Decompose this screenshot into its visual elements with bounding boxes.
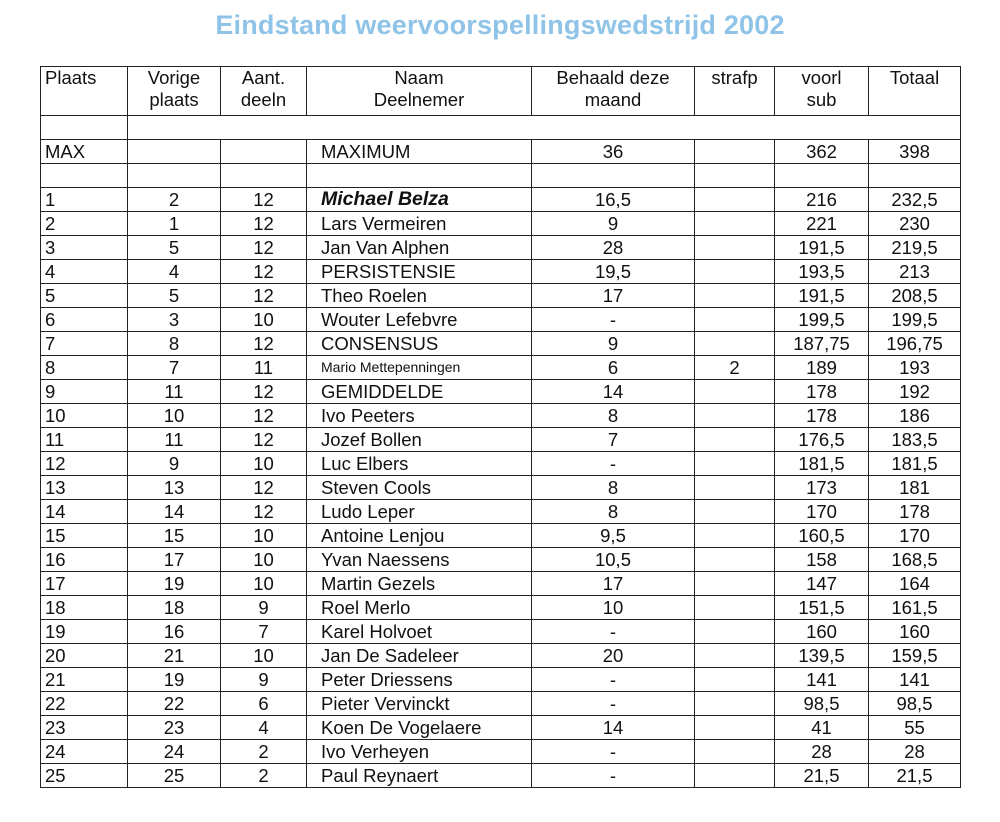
cell-naam: Ludo Leper xyxy=(307,500,532,524)
cell-aant-deeln: 10 xyxy=(221,308,307,332)
cell-behaald: 10,5 xyxy=(532,548,695,572)
cell-totaal: 178 xyxy=(869,500,961,524)
max-plaats: MAX xyxy=(41,140,128,164)
cell-strafp xyxy=(695,236,775,260)
cell-behaald: 16,5 xyxy=(532,188,695,212)
max-behaald: 36 xyxy=(532,140,695,164)
cell-strafp xyxy=(695,380,775,404)
cell-totaal: 161,5 xyxy=(869,596,961,620)
cell-behaald: 17 xyxy=(532,284,695,308)
cell-strafp xyxy=(695,500,775,524)
cell-totaal: 168,5 xyxy=(869,548,961,572)
cell-totaal: 213 xyxy=(869,260,961,284)
cell-strafp xyxy=(695,476,775,500)
cell-naam: Koen De Vogelaere xyxy=(307,716,532,740)
cell-behaald: 8 xyxy=(532,476,695,500)
cell-naam: Luc Elbers xyxy=(307,452,532,476)
cell-naam: Paul Reynaert xyxy=(307,764,532,788)
cell-plaats: 10 xyxy=(41,404,128,428)
cell-plaats: 2 xyxy=(41,212,128,236)
cell-vorige-plaats: 3 xyxy=(128,308,221,332)
cell-aant-deeln: 9 xyxy=(221,596,307,620)
cell-voorl: 160,5 xyxy=(775,524,869,548)
cell-aant-deeln: 12 xyxy=(221,476,307,500)
cell-aant-deeln: 12 xyxy=(221,188,307,212)
cell-totaal: 186 xyxy=(869,404,961,428)
cell-voorl: 178 xyxy=(775,404,869,428)
cell-vorige-plaats: 14 xyxy=(128,500,221,524)
cell-naam: Wouter Lefebvre xyxy=(307,308,532,332)
header-plaats: Plaats xyxy=(41,67,128,116)
cell-voorl: 98,5 xyxy=(775,692,869,716)
cell-vorige-plaats: 4 xyxy=(128,260,221,284)
table-row xyxy=(41,548,961,572)
cell-strafp xyxy=(695,524,775,548)
cell-aant-deeln: 10 xyxy=(221,572,307,596)
cell-behaald: 28 xyxy=(532,236,695,260)
cell-aant-deeln: 12 xyxy=(221,404,307,428)
cell-aant-deeln: 12 xyxy=(221,380,307,404)
cell-plaats: 21 xyxy=(41,668,128,692)
cell-plaats: 12 xyxy=(41,452,128,476)
header-naam-deelnemer: Naam Deelnemer xyxy=(307,67,532,116)
cell-vorige-plaats: 25 xyxy=(128,764,221,788)
table-row xyxy=(41,332,961,356)
cell-strafp xyxy=(695,692,775,716)
cell-plaats: 14 xyxy=(41,500,128,524)
cell-naam: Ivo Peeters xyxy=(307,404,532,428)
cell-plaats: 7 xyxy=(41,332,128,356)
cell-naam: Mario Mettepenningen xyxy=(307,356,532,380)
cell-totaal: 193 xyxy=(869,356,961,380)
cell-vorige-plaats: 13 xyxy=(128,476,221,500)
cell-behaald: - xyxy=(532,452,695,476)
table-row xyxy=(41,188,961,212)
cell-strafp xyxy=(695,284,775,308)
cell-voorl: 189 xyxy=(775,356,869,380)
cell-behaald: - xyxy=(532,668,695,692)
header-vorige-plaats: Vorige plaats xyxy=(128,67,221,116)
cell-voorl: 21,5 xyxy=(775,764,869,788)
cell-behaald: 9 xyxy=(532,212,695,236)
cell-naam: Lars Vermeiren xyxy=(307,212,532,236)
cell-vorige-plaats: 16 xyxy=(128,620,221,644)
cell-vorige-plaats: 23 xyxy=(128,716,221,740)
cell-voorl: 41 xyxy=(775,716,869,740)
cell-behaald: 8 xyxy=(532,404,695,428)
table-row xyxy=(41,620,961,644)
cell-strafp xyxy=(695,716,775,740)
cell-behaald: 9,5 xyxy=(532,524,695,548)
cell-strafp xyxy=(695,188,775,212)
cell-voorl: 147 xyxy=(775,572,869,596)
cell-vorige-plaats: 9 xyxy=(128,452,221,476)
cell-vorige-plaats: 24 xyxy=(128,740,221,764)
cell-naam: Antoine Lenjou xyxy=(307,524,532,548)
cell-naam: PERSISTENSIE xyxy=(307,260,532,284)
spacer-row xyxy=(41,116,961,140)
cell-vorige-plaats: 7 xyxy=(128,356,221,380)
cell-behaald: 8 xyxy=(532,500,695,524)
cell-voorl: 160 xyxy=(775,620,869,644)
cell-vorige-plaats: 10 xyxy=(128,404,221,428)
cell-vorige-plaats: 2 xyxy=(128,188,221,212)
cell-voorl: 178 xyxy=(775,380,869,404)
table-row xyxy=(41,764,961,788)
cell-totaal: 55 xyxy=(869,716,961,740)
cell-plaats: 23 xyxy=(41,716,128,740)
table-row xyxy=(41,692,961,716)
max-row xyxy=(41,140,961,164)
cell-vorige-plaats: 22 xyxy=(128,692,221,716)
cell-strafp xyxy=(695,572,775,596)
header-aant-deeln: Aant. deeln xyxy=(221,67,307,116)
cell-naam: CONSENSUS xyxy=(307,332,532,356)
table-row xyxy=(41,668,961,692)
cell-behaald: 17 xyxy=(532,572,695,596)
header-voorl-sub: voorl sub xyxy=(775,67,869,116)
cell-plaats: 8 xyxy=(41,356,128,380)
cell-naam: GEMIDDELDE xyxy=(307,380,532,404)
cell-plaats: 4 xyxy=(41,260,128,284)
cell-vorige-plaats: 5 xyxy=(128,284,221,308)
header-behaald: Behaald deze maand xyxy=(532,67,695,116)
table-row xyxy=(41,428,961,452)
cell-totaal: 232,5 xyxy=(869,188,961,212)
cell-voorl: 199,5 xyxy=(775,308,869,332)
cell-vorige-plaats: 21 xyxy=(128,644,221,668)
cell-totaal: 159,5 xyxy=(869,644,961,668)
table-row xyxy=(41,308,961,332)
cell-behaald: - xyxy=(532,308,695,332)
cell-aant-deeln: 4 xyxy=(221,716,307,740)
cell-totaal: 183,5 xyxy=(869,428,961,452)
cell-plaats: 6 xyxy=(41,308,128,332)
table-row xyxy=(41,452,961,476)
table-row xyxy=(41,572,961,596)
cell-naam: Karel Holvoet xyxy=(307,620,532,644)
table-row xyxy=(41,260,961,284)
cell-totaal: 170 xyxy=(869,524,961,548)
cell-voorl: 221 xyxy=(775,212,869,236)
cell-aant-deeln: 12 xyxy=(221,284,307,308)
table-row xyxy=(41,476,961,500)
cell-behaald: - xyxy=(532,620,695,644)
table-row xyxy=(41,404,961,428)
cell-vorige-plaats: 5 xyxy=(128,236,221,260)
cell-naam: Jan Van Alphen xyxy=(307,236,532,260)
cell-behaald: - xyxy=(532,692,695,716)
cell-voorl: 158 xyxy=(775,548,869,572)
table-row xyxy=(41,380,961,404)
cell-strafp xyxy=(695,764,775,788)
cell-voorl: 191,5 xyxy=(775,284,869,308)
max-totaal: 398 xyxy=(869,140,961,164)
cell-behaald: - xyxy=(532,740,695,764)
table-row xyxy=(41,716,961,740)
cell-aant-deeln: 10 xyxy=(221,548,307,572)
cell-behaald: 9 xyxy=(532,332,695,356)
cell-voorl: 170 xyxy=(775,500,869,524)
page-title: Eindstand weervoorspellingswedstrijd 2002 xyxy=(215,10,785,40)
results-table xyxy=(40,66,961,788)
cell-aant-deeln: 11 xyxy=(221,356,307,380)
table-row xyxy=(41,212,961,236)
table-row xyxy=(41,524,961,548)
cell-totaal: 28 xyxy=(869,740,961,764)
cell-behaald: 20 xyxy=(532,644,695,668)
cell-strafp xyxy=(695,452,775,476)
cell-aant-deeln: 12 xyxy=(221,260,307,284)
header-strafp: strafp xyxy=(695,67,775,116)
cell-vorige-plaats: 18 xyxy=(128,596,221,620)
cell-plaats: 5 xyxy=(41,284,128,308)
cell-aant-deeln: 12 xyxy=(221,332,307,356)
cell-strafp: 2 xyxy=(695,356,775,380)
cell-aant-deeln: 2 xyxy=(221,740,307,764)
cell-voorl: 187,75 xyxy=(775,332,869,356)
cell-aant-deeln: 12 xyxy=(221,500,307,524)
cell-plaats: 25 xyxy=(41,764,128,788)
cell-naam: Steven Cools xyxy=(307,476,532,500)
cell-voorl: 181,5 xyxy=(775,452,869,476)
cell-strafp xyxy=(695,260,775,284)
cell-voorl: 28 xyxy=(775,740,869,764)
cell-naam: Pieter Vervinckt xyxy=(307,692,532,716)
cell-totaal: 208,5 xyxy=(869,284,961,308)
cell-totaal: 199,5 xyxy=(869,308,961,332)
cell-vorige-plaats: 1 xyxy=(128,212,221,236)
cell-voorl: 216 xyxy=(775,188,869,212)
cell-aant-deeln: 12 xyxy=(221,236,307,260)
cell-plaats: 15 xyxy=(41,524,128,548)
cell-totaal: 164 xyxy=(869,572,961,596)
cell-totaal: 181 xyxy=(869,476,961,500)
cell-plaats: 20 xyxy=(41,644,128,668)
cell-voorl: 173 xyxy=(775,476,869,500)
cell-aant-deeln: 6 xyxy=(221,692,307,716)
cell-totaal: 21,5 xyxy=(869,764,961,788)
cell-strafp xyxy=(695,596,775,620)
max-naam: MAXIMUM xyxy=(307,140,532,164)
cell-naam: Jozef Bollen xyxy=(307,428,532,452)
table-row xyxy=(41,596,961,620)
cell-vorige-plaats: 19 xyxy=(128,572,221,596)
cell-aant-deeln: 10 xyxy=(221,524,307,548)
cell-aant-deeln: 10 xyxy=(221,452,307,476)
cell-vorige-plaats: 15 xyxy=(128,524,221,548)
cell-strafp xyxy=(695,404,775,428)
cell-plaats: 13 xyxy=(41,476,128,500)
cell-behaald: 7 xyxy=(532,428,695,452)
cell-totaal: 160 xyxy=(869,620,961,644)
cell-aant-deeln: 12 xyxy=(221,428,307,452)
table-row xyxy=(41,644,961,668)
cell-voorl: 151,5 xyxy=(775,596,869,620)
cell-plaats: 3 xyxy=(41,236,128,260)
table-row xyxy=(41,500,961,524)
cell-naam: Roel Merlo xyxy=(307,596,532,620)
cell-naam: Martin Gezels xyxy=(307,572,532,596)
table-row xyxy=(41,356,961,380)
cell-naam: Jan De Sadeleer xyxy=(307,644,532,668)
cell-plaats: 1 xyxy=(41,188,128,212)
table-row xyxy=(41,284,961,308)
header-totaal: Totaal xyxy=(869,67,961,116)
cell-naam: Ivo Verheyen xyxy=(307,740,532,764)
cell-strafp xyxy=(695,644,775,668)
cell-totaal: 98,5 xyxy=(869,692,961,716)
cell-voorl: 193,5 xyxy=(775,260,869,284)
cell-vorige-plaats: 8 xyxy=(128,332,221,356)
cell-naam: Yvan Naessens xyxy=(307,548,532,572)
cell-plaats: 17 xyxy=(41,572,128,596)
cell-voorl: 139,5 xyxy=(775,644,869,668)
cell-naam: Peter Driessens xyxy=(307,668,532,692)
cell-behaald: - xyxy=(532,764,695,788)
cell-vorige-plaats: 19 xyxy=(128,668,221,692)
cell-plaats: 24 xyxy=(41,740,128,764)
table-row xyxy=(41,740,961,764)
cell-naam: Michael Belza xyxy=(307,188,532,212)
cell-plaats: 22 xyxy=(41,692,128,716)
cell-naam: Theo Roelen xyxy=(307,284,532,308)
cell-totaal: 141 xyxy=(869,668,961,692)
cell-strafp xyxy=(695,740,775,764)
cell-vorige-plaats: 11 xyxy=(128,428,221,452)
spacer-row xyxy=(41,164,961,188)
cell-plaats: 18 xyxy=(41,596,128,620)
cell-totaal: 181,5 xyxy=(869,452,961,476)
cell-voorl: 176,5 xyxy=(775,428,869,452)
cell-vorige-plaats: 11 xyxy=(128,380,221,404)
cell-voorl: 191,5 xyxy=(775,236,869,260)
cell-plaats: 9 xyxy=(41,380,128,404)
cell-behaald: 14 xyxy=(532,380,695,404)
cell-totaal: 192 xyxy=(869,380,961,404)
cell-strafp xyxy=(695,428,775,452)
cell-aant-deeln: 9 xyxy=(221,668,307,692)
cell-totaal: 230 xyxy=(869,212,961,236)
cell-strafp xyxy=(695,620,775,644)
cell-vorige-plaats: 17 xyxy=(128,548,221,572)
cell-aant-deeln: 12 xyxy=(221,212,307,236)
cell-behaald: 6 xyxy=(532,356,695,380)
cell-voorl: 141 xyxy=(775,668,869,692)
cell-strafp xyxy=(695,668,775,692)
cell-totaal: 196,75 xyxy=(869,332,961,356)
cell-strafp xyxy=(695,308,775,332)
cell-aant-deeln: 2 xyxy=(221,764,307,788)
max-voorl: 362 xyxy=(775,140,869,164)
cell-totaal: 219,5 xyxy=(869,236,961,260)
cell-strafp xyxy=(695,548,775,572)
cell-strafp xyxy=(695,212,775,236)
cell-behaald: 10 xyxy=(532,596,695,620)
cell-behaald: 14 xyxy=(532,716,695,740)
cell-plaats: 11 xyxy=(41,428,128,452)
cell-plaats: 16 xyxy=(41,548,128,572)
cell-strafp xyxy=(695,332,775,356)
cell-plaats: 19 xyxy=(41,620,128,644)
cell-aant-deeln: 10 xyxy=(221,644,307,668)
table-row xyxy=(41,236,961,260)
cell-aant-deeln: 7 xyxy=(221,620,307,644)
cell-behaald: 19,5 xyxy=(532,260,695,284)
header-row xyxy=(41,67,961,116)
